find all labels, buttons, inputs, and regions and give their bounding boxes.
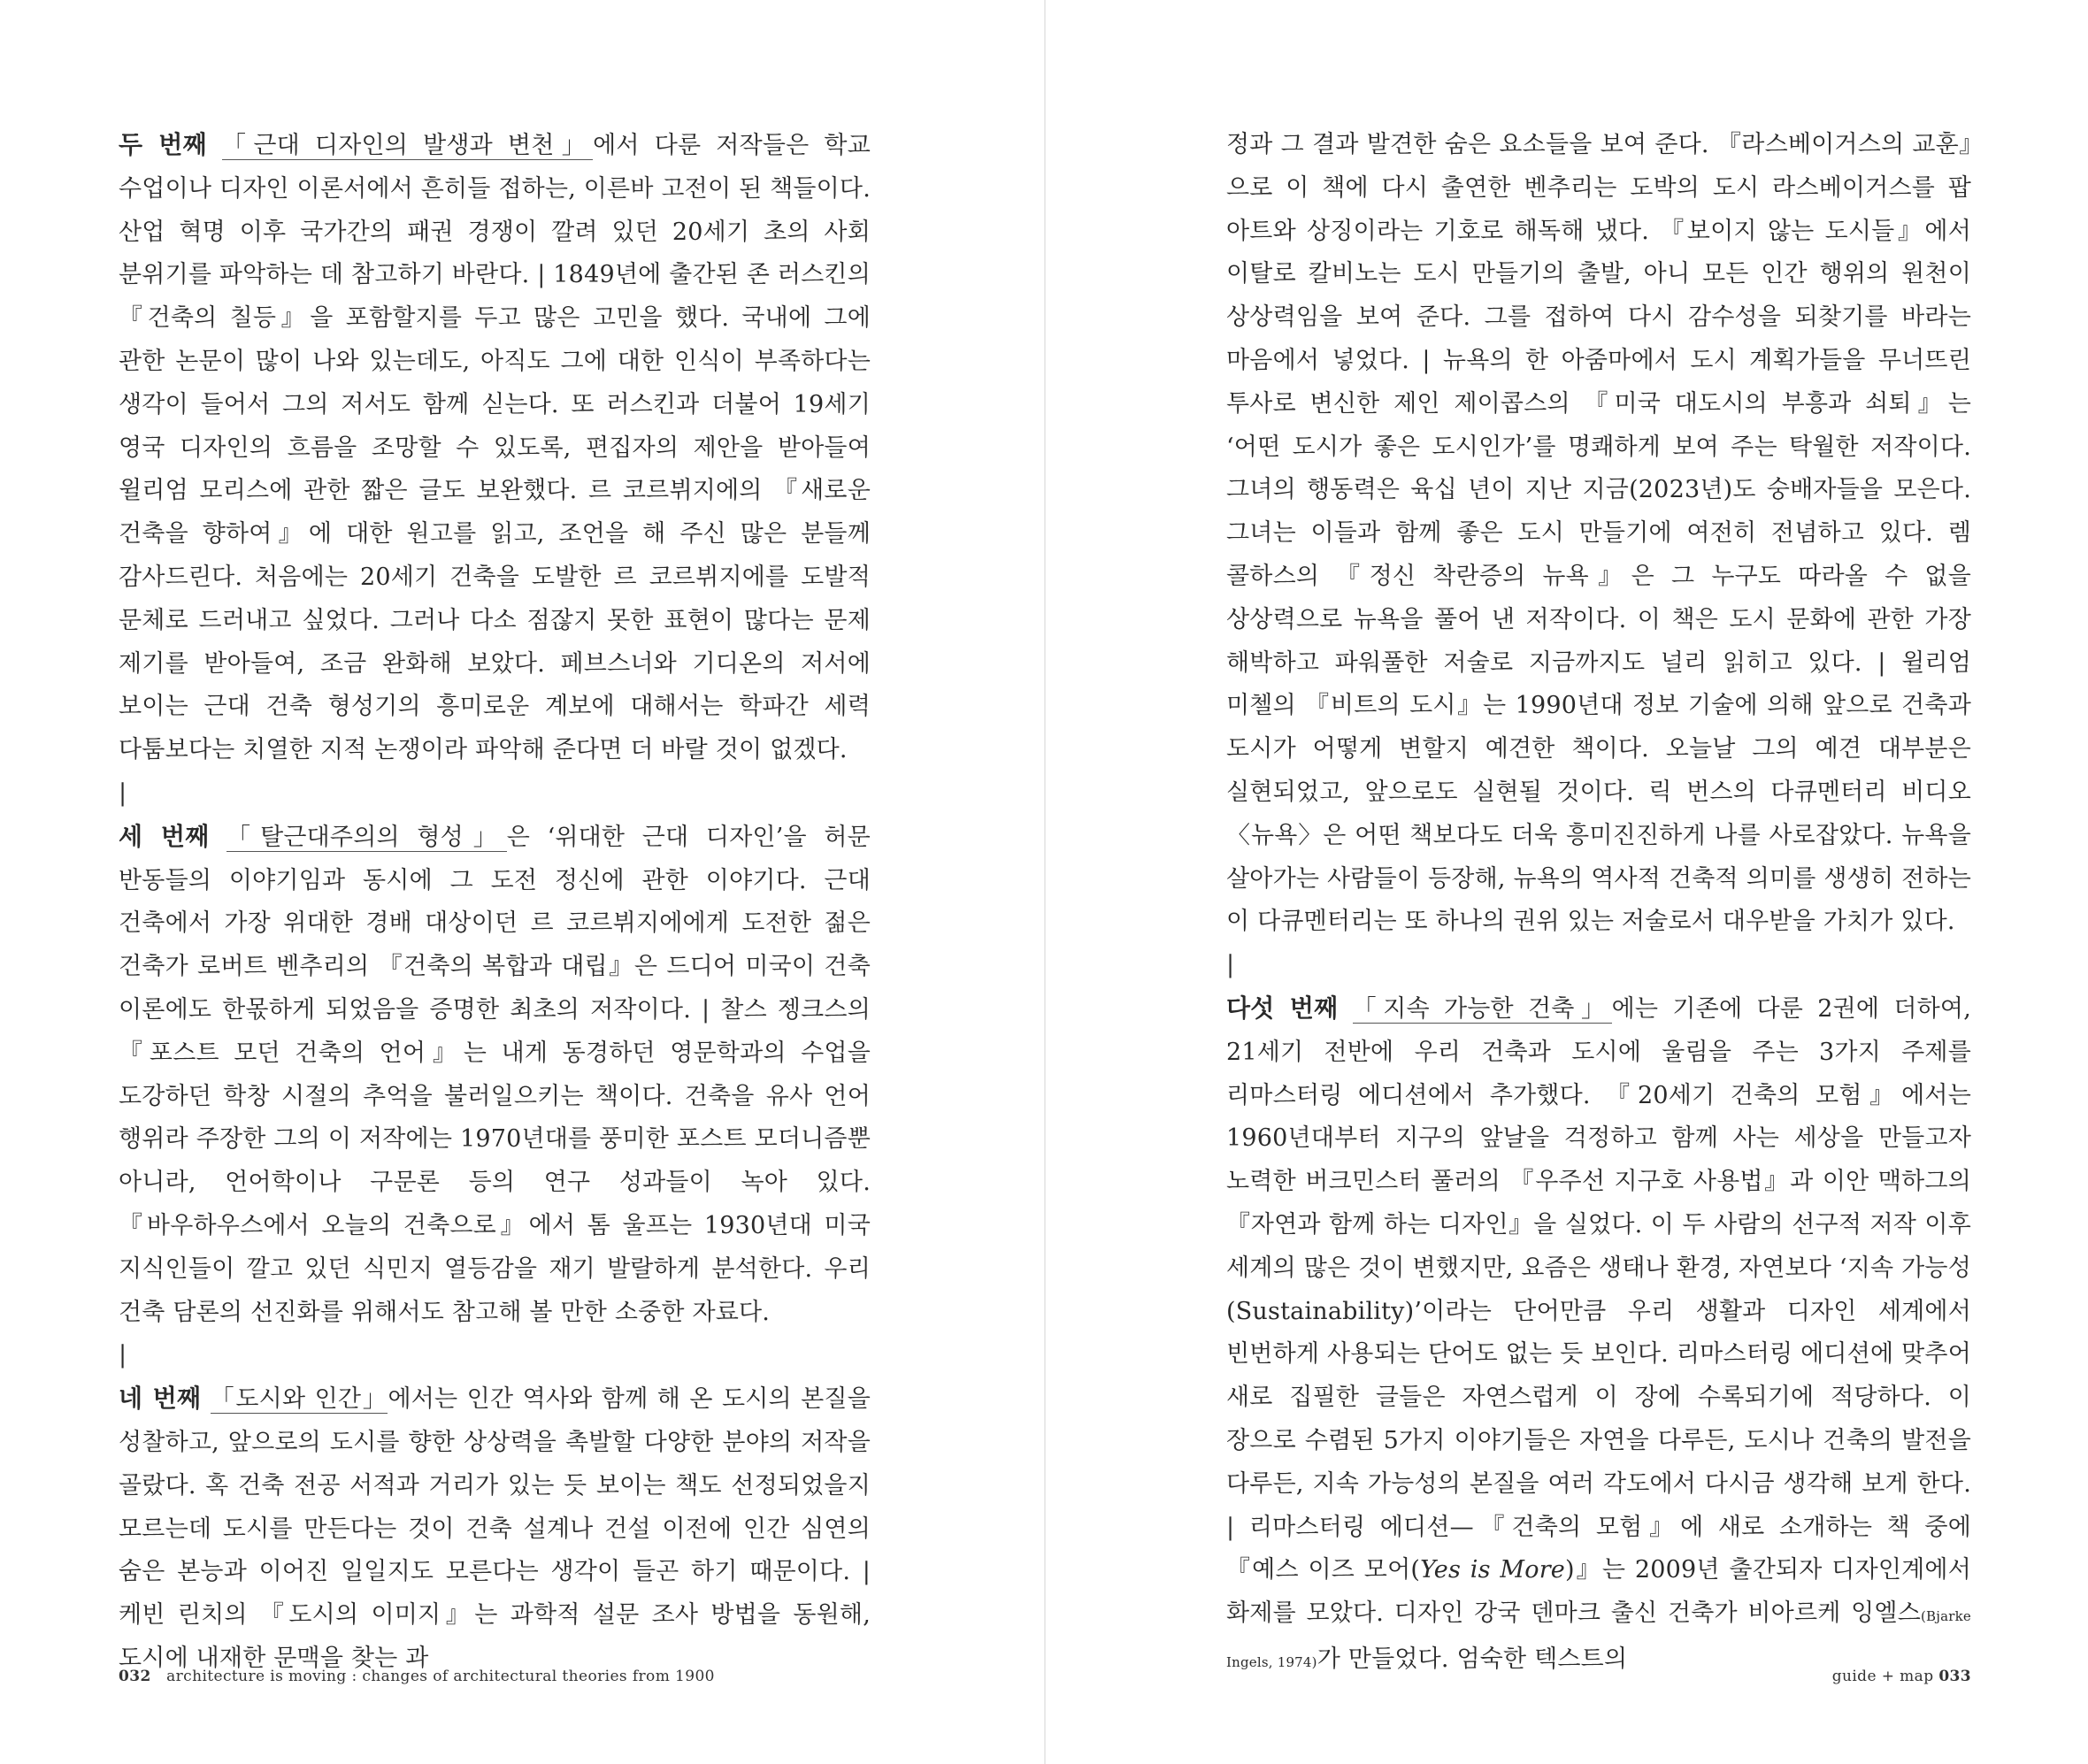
- section-two: [119, 124, 871, 772]
- left-page-footer: [119, 1668, 715, 1685]
- right-body-text: [1226, 124, 1971, 1684]
- section-separator: |: [1226, 951, 1235, 979]
- section-heading: 네 번째: [119, 1384, 202, 1414]
- page-number: 032: [119, 1668, 151, 1685]
- section-text: 에서는 인간 역사와 함께 해 온 도시의 본질을 성찰하고, 앞으로의 도시를 향한 상상력을 촉발할 다양한 분야의 저작을 골랐다. 혹 건축 전공 서적과 거리가 있는 듯 보이는 책도 선정되었을지 모르는데 도시를 만든다는 것이 건축 설계나 건설 이전에 인간 심연의 숨은 본능과 이어진 일일지도 모른다는 생각이 들곤 하기 때문이다. | 케빈 린치의 『도시의 이미지』는 과학적 설문 조사 방법을 동원해, 도시에 내재한 문맥을 찾는 과: [119, 1385, 871, 1672]
- section-heading: 세 번째: [119, 821, 210, 851]
- running-title: guide + map: [1831, 1668, 1934, 1685]
- running-title: architecture is moving : changes of architectural theories from 1900: [166, 1668, 715, 1685]
- right-page-footer: [1832, 1668, 1971, 1685]
- section-text: 은 ‘위대한 근대 디자인’을 허문 반동들의 이야기임과 동시에 그 도전 정신에 관한 이야기다. 근대 건축에서 가장 위대한 경배 대상이던 르 코르뷔지에에게 도전한 젊은 건축가 로버트 벤추리의 『건축의 복합과 대립』은 드디어 미국이 건축 이론에도 한몫하게 되었음을 증명한 최초의 저작이다. | 찰스 젱크스의 『포스트 모던 건축의 언어』는 내게 동경하던 영문학과의 수업을 도강하던 학창 시절의 추억을 불러일으키는 책이다. 건축을 유사 언어 행위라 주장한 그의 이 저작에는 1970년대를 풍미한 포스트 모더니즘뿐 아니라, 언어학이나 구문론 등의 연구 성과들이 녹아 있다. 『바우하우스에서 오늘의 건축으로』에서 톰 울프는 1930년대 미국 지식인들이 깔고 있던 식민지 열등감을 재기 발랄하게 분석한다. 우리 건축 담론의 선진화를 위해서도 참고해 볼 만한 소중한 자료다.: [119, 823, 871, 1326]
- italic-book-title: Yes is More: [1420, 1556, 1565, 1584]
- left-body-text: [119, 124, 871, 1681]
- continuation-paragraph: 정과 그 결과 발견한 숨은 요소들을 보여 준다. 『라스베이거스의 교훈』으로 이 책에 다시 출연한 벤추리는 도박의 도시 라스베이거스를 팝 아트와 상징이라는 기호로 해독해 냈다. 『보이지 않는 도시들』에서 이탈로 칼비노는 도시 만들기의 출발, 아니 모든 인간 행위의 원천이 상상력임을 보여 준다. 그를 접하여 다시 감수성을 되찾기를 바라는 마음에서 넣었다. | 뉴욕의 한 아줌마에서 도시 계획가들을 무너뜨린 투사로 변신한 제인 제이콥스의 『미국 대도시의 부흥과 쇠퇴』는 ‘어떤 도시가 좋은 도시인가’를 명쾌하게 보여 주는 탁월한 저작이다. 그녀의 행동력은 육십 년이 지난 지금(2023년)도 숭배자들을 모은다. 그녀는 이들과 함께 좋은 도시 만들기에 여전히 전념하고 있다. 렘 콜하스의 『정신 착란증의 뉴욕』은 그 누구도 따라올 수 없을 상상력으로 뉴욕을 풀어 낸 저작이다. 이 책은 도시 문화에 관한 가장 해박하고 파워풀한 저술로 지금까지도 널리 읽히고 있다. | 윌리엄 미첼의 『비트의 도시』는 1990년대 정보 기술에 의해 앞으로 건축과 도시가 어떻게 변할지 예견한 책이다. 오늘날 그의 예견 대부분은 실현되었고, 앞으로도 실현될 것이다. 릭 번스의 다큐멘터리 비디오 〈뉴욕〉은 어떤 책보다도 더욱 흥미진진하게 나를 사로잡았다. 뉴욕을 살아가는 사람들이 등장해, 뉴욕의 역사적 건축적 의미를 생생히 전하는 이 다큐멘터리는 또 하나의 권위 있는 저술로서 대우받을 가치가 있다.: [1226, 131, 1971, 936]
- section-text: 가 만들었다. 엄숙한 텍스트의: [1317, 1645, 1628, 1673]
- section-title: 「근대 디자인의 발생과 변천」: [221, 132, 594, 159]
- section-text: 에는 기존에 다룬 2권에 더하여, 21세기 전반에 우리 건축과 도시에 울림을 주는 3가지 주제를 리마스터링 에디션에서 추가했다. 『20세기 건축의 모험』에서는 1960년대부터 지구의 앞날을 걱정하고 함께 사는 세상을 만들고자 노력한 버크민스터 풀러의 『우주선 지구호 사용법』과 이안 맥하그의 『자연과 함께 하는 디자인』을 실었다. 이 두 사람의 선구적 저작 이후 세계의 많은 것이 변했지만, 요즘은 생태나 환경, 자연보다 ‘지속 가능성(Sustainability)’이라는 단어만큼 우리 생활과 디자인 세계에서 빈번하게 사용되는 단어도 없는 듯 보인다. 리마스터링 에디션에 맞추어 새로 집필한 글들은 자연스럽게 이 장에 수록되기에 적당하다. 이 장으로 수렴된 5가지 이야기들은 자연을 다루든, 도시나 건축의 발전을 다루든, 지속 가능성의 본질을 여러 각도에서 다시금 생각해 보게 한다. | 리마스터링 에디션—『건축의 모험』에 새로 소개하는 책 중에 『예스 이즈 모어(: [1226, 994, 1971, 1584]
- section-text: 에서 다룬 저작들은 학교 수업이나 디자인 이론서에서 흔히들 접하는, 이른바 고전이 된 책들이다. 산업 혁명 이후 국가간의 패권 경쟁이 깔려 있던 20세기 초의 사회 분위기를 파악하는 데 참고하기 바란다. | 1849년에 출간된 존 러스킨의 『건축의 칠등』을 포함할지를 두고 많은 고민을 했다. 국내에 그에 관한 논문이 많이 나와 있는데도, 아직도 그에 대한 인식이 부족하다는 생각이 들어서 그의 저서도 함께 싣는다. 또 러스킨과 더불어 19세기 영국 디자인의 흐름을 조망할 수 있도록, 편집자의 제안을 받아들여 윌리엄 모리스에 관한 짧은 글도 보완했다. 르 코르뷔지에의 『새로운 건축을 향하여』에 대한 원고를 읽고, 조언을 해 주신 많은 분들께 감사드린다. 처음에는 20세기 건축을 도발한 르 코르뷔지에를 도발적 문체로 드러내고 싶었다. 그러나 다소 점잖지 못한 표현이 많다는 문제 제기를 받아들여, 조금 완화해 보았다. 페브스너와 기디온의 저서에 보이는 근대 건축 형성기의 흥미로운 계보에 대해서는 학파간 세력 다툼보다는 치열한 지적 논쟁이라 파악해 준다면 더 바랄 것이 없겠다.: [119, 132, 871, 764]
- section-five: [1226, 987, 1971, 1684]
- section-title: 「지속 가능한 건축」: [1352, 994, 1612, 1023]
- section-four: [119, 1377, 871, 1681]
- right-page: [1046, 0, 2088, 1764]
- section-title: 「도시와 인간」: [210, 1385, 388, 1414]
- page-number: 033: [1938, 1668, 1971, 1685]
- section-heading: 두 번째: [119, 130, 207, 159]
- small-note: (Bjarke Ingels, 1974): [1226, 1608, 1971, 1670]
- section-text: )』는 2009년 출간되자 디자인계에서 화제를 모았다. 디자인 강국 덴마크 출신 건축가 비아르케 잉엘스: [1226, 1556, 1971, 1628]
- section-separator: |: [119, 1341, 127, 1369]
- section-title: 「탈근대주의의 형성」: [226, 823, 507, 851]
- section-separator: |: [119, 778, 127, 807]
- section-heading: 다섯 번째: [1226, 993, 1339, 1023]
- section-three: [119, 816, 871, 1335]
